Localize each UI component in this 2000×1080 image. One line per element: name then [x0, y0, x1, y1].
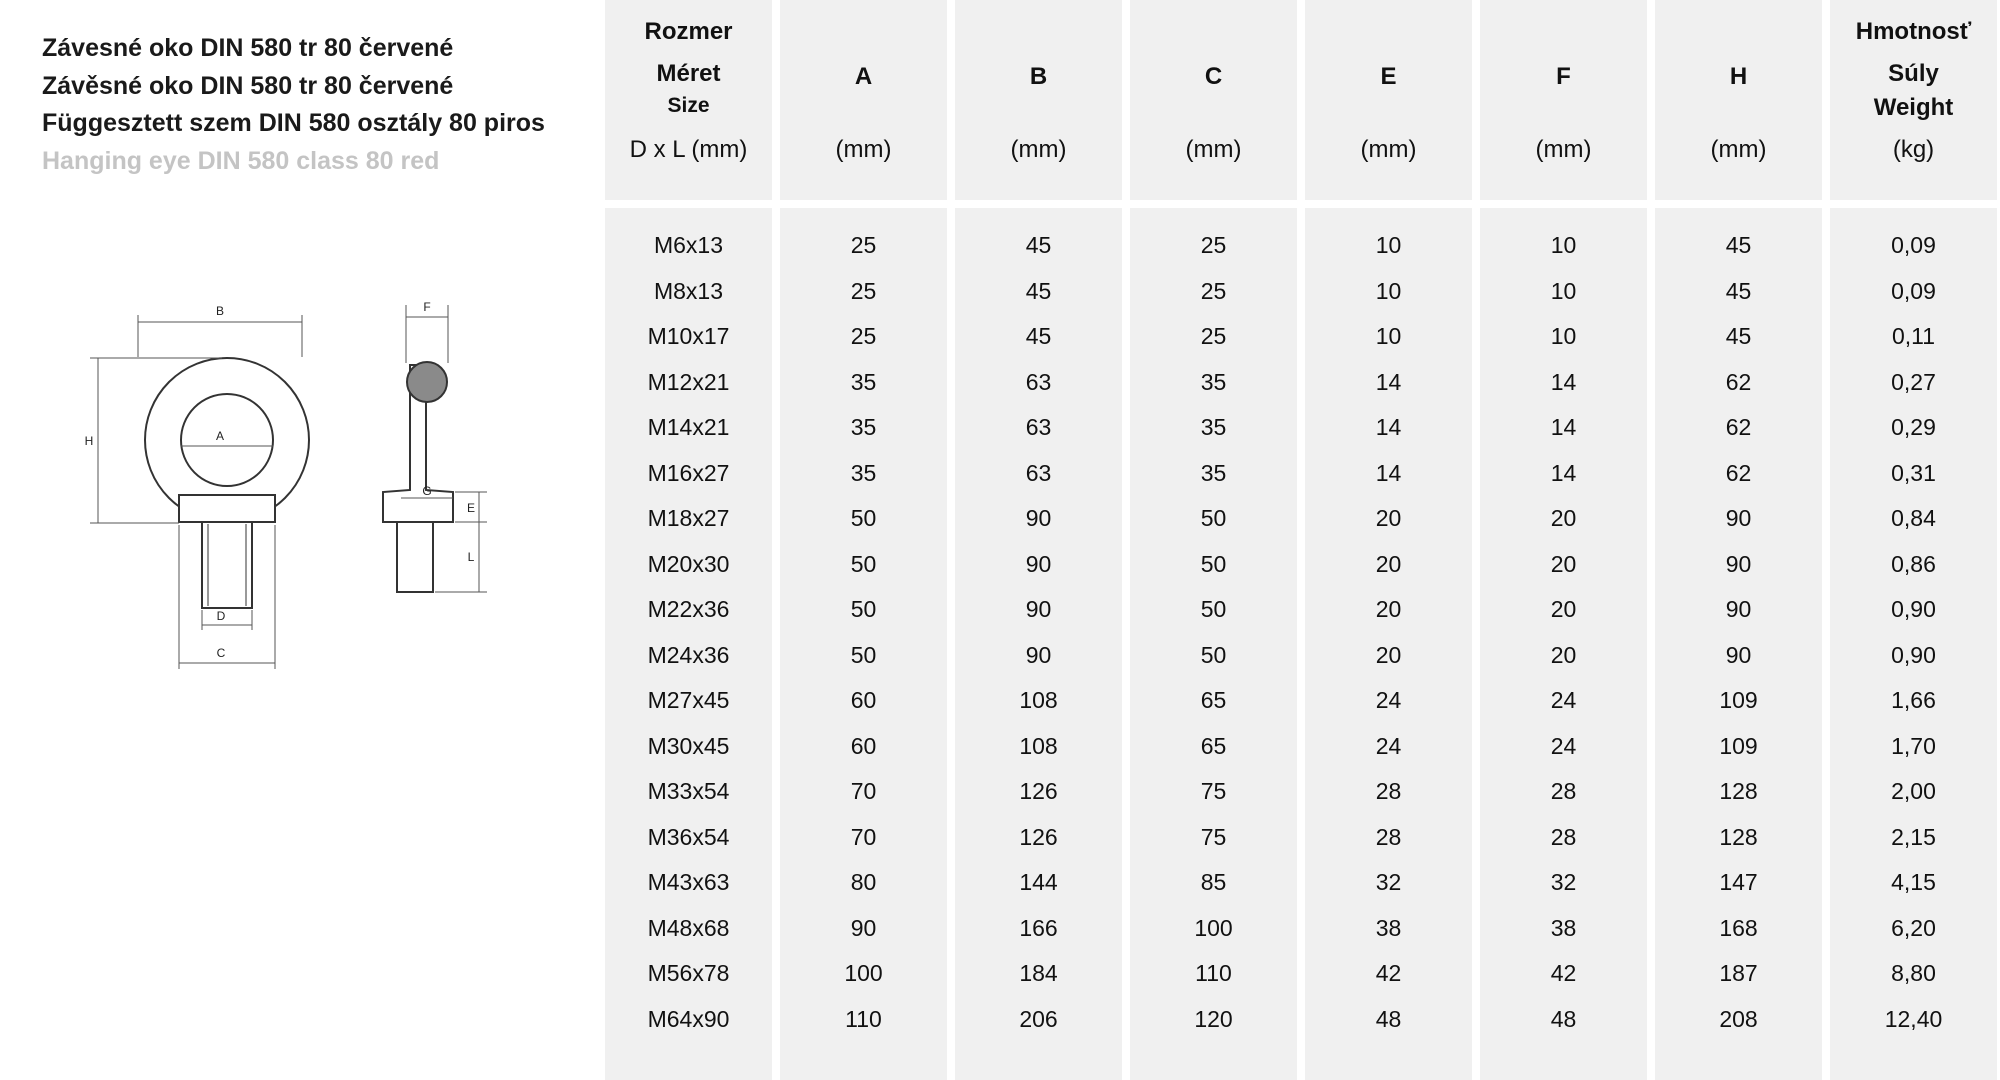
column-body: [1305, 208, 1472, 1080]
table-cell: 90: [1725, 641, 1752, 668]
eye-bolt-drawing: [75, 295, 555, 685]
table-cell: 45: [1725, 277, 1752, 304]
table-cell: 28: [1375, 778, 1402, 804]
table-column-weight: [1830, 0, 1997, 1080]
table-cell: 20: [1550, 550, 1577, 577]
header-line: B: [1029, 63, 1048, 90]
header-line: Rozmer: [644, 18, 733, 45]
table-cell: 10: [1550, 277, 1577, 304]
table-cell: 14: [1550, 414, 1577, 440]
header-line: C: [1204, 63, 1223, 90]
table-cell: 4,15: [1891, 869, 1936, 895]
table-cell: 62: [1725, 459, 1752, 486]
table-cell: 25: [1200, 323, 1227, 349]
ring-inner: [181, 394, 273, 486]
label-f: F: [423, 300, 431, 314]
table-cell: 50: [850, 505, 877, 531]
table-cell: 32: [1375, 869, 1402, 895]
table-column-H: [1655, 0, 1822, 1080]
table-cell: 0,29: [1891, 414, 1936, 440]
table-cell: 48: [1375, 1005, 1402, 1032]
title-english: Hanging eye DIN 580 class 80 red: [42, 146, 440, 175]
table-cell: 25: [850, 323, 877, 349]
header-line: F: [1556, 63, 1571, 90]
header-line: (mm): [1535, 136, 1592, 163]
thread-front: [202, 522, 252, 608]
table-column-F: [1480, 0, 1647, 1080]
table-cell: 50: [850, 641, 877, 668]
table-cell: 2,15: [1891, 823, 1936, 850]
table-cell: 42: [1550, 960, 1577, 986]
table-cell: 0,90: [1891, 641, 1936, 668]
column-body: [1480, 208, 1647, 1080]
column-body: [955, 208, 1122, 1080]
table-cell: 90: [1725, 596, 1752, 622]
table-cell: 110: [1195, 960, 1232, 986]
table-cell: 168: [1719, 914, 1758, 941]
header-line: A: [854, 63, 873, 90]
table-cell: 184: [1019, 960, 1058, 986]
table-cell: M27x45: [647, 687, 730, 713]
label-l: L: [467, 550, 475, 564]
title-hungarian: Függesztett szem DIN 580 osztály 80 piros: [42, 109, 545, 137]
table-column-A: [780, 0, 947, 1080]
table-column-E: [1305, 0, 1472, 1080]
table-cell: M56x78: [647, 960, 730, 986]
table-cell: 45: [1025, 323, 1052, 349]
table-cell: 166: [1019, 914, 1058, 941]
table-cell: 109: [1719, 732, 1758, 759]
table-cell: 108: [1019, 732, 1058, 759]
table-cell: 63: [1025, 368, 1052, 395]
table-cell: 63: [1025, 414, 1052, 440]
table-cell: 0,90: [1891, 596, 1936, 622]
table-cell: M18x27: [647, 505, 730, 531]
table-cell: 70: [850, 778, 877, 804]
table-cell: 20: [1550, 505, 1577, 531]
header-line: (mm): [1360, 136, 1417, 163]
table-cell: 208: [1719, 1005, 1758, 1032]
table-cell: 8,80: [1891, 960, 1936, 986]
eye-bolt-svg: [75, 295, 555, 685]
label-g: G: [422, 484, 432, 498]
table-cell: 24: [1550, 687, 1577, 713]
column-body: [605, 208, 772, 1080]
table-cell: 90: [1725, 550, 1752, 577]
table-cell: 20: [1375, 641, 1402, 668]
header-line: H: [1729, 63, 1748, 90]
column-header: [1830, 0, 1997, 200]
table-cell: 0,27: [1891, 368, 1936, 395]
table-cell: 75: [1200, 778, 1227, 804]
table-cell: 90: [1025, 596, 1052, 622]
table-cell: 65: [1200, 687, 1227, 713]
table-cell: 206: [1019, 1005, 1058, 1032]
thread-side: [397, 522, 433, 592]
table-cell: M14x21: [647, 414, 730, 440]
header-line: (mm): [1010, 136, 1067, 163]
table-cell: 14: [1375, 459, 1402, 486]
table-cell: 20: [1550, 596, 1577, 622]
table-cell: 65: [1200, 732, 1227, 759]
table-cell: 25: [1200, 277, 1227, 304]
table-column-B: [955, 0, 1122, 1080]
header-line: Size: [667, 94, 710, 117]
table-cell: 0,09: [1891, 277, 1936, 304]
table-cell: 126: [1019, 778, 1058, 804]
product-titles: [42, 30, 545, 180]
table-cell: M6x13: [653, 232, 724, 258]
column-header: [605, 0, 772, 200]
table-cell: 38: [1375, 914, 1402, 941]
table-cell: 48: [1550, 1005, 1577, 1032]
table-cell: 80: [850, 869, 877, 895]
table-cell: 10: [1375, 232, 1402, 258]
table-cell: 24: [1375, 732, 1402, 759]
table-cell: M22x36: [647, 596, 730, 622]
column-body: [780, 208, 947, 1080]
table-cell: 10: [1550, 232, 1577, 258]
table-cell: 85: [1200, 869, 1227, 895]
table-cell: 38: [1550, 914, 1577, 941]
table-cell: 90: [1025, 550, 1052, 577]
column-body: [1130, 208, 1297, 1080]
table-cell: 20: [1375, 505, 1402, 531]
table-cell: 50: [1200, 641, 1227, 668]
table-cell: M20x30: [647, 550, 730, 577]
table-cell: 35: [850, 368, 877, 395]
table-cell: 128: [1719, 823, 1758, 850]
table-cell: 75: [1200, 823, 1227, 850]
table-cell: 0,09: [1891, 232, 1936, 258]
table-cell: 28: [1550, 823, 1577, 850]
column-body: [1830, 208, 1997, 1080]
table-column-C: [1130, 0, 1297, 1080]
title-czech: Závěsné oko DIN 580 tr 80 červené: [42, 71, 454, 100]
label-d: D: [216, 609, 226, 623]
table-cell: 90: [1725, 505, 1752, 531]
table-cell: 35: [850, 459, 877, 486]
table-cell: 14: [1550, 459, 1577, 486]
table-cell: 35: [1200, 414, 1227, 440]
table-cell: 108: [1019, 687, 1058, 713]
table-cell: 63: [1025, 459, 1052, 486]
table-cell: 20: [1375, 596, 1402, 622]
table-cell: 0,11: [1891, 323, 1936, 349]
table-cell: 20: [1550, 641, 1577, 668]
table-cell: M16x27: [647, 459, 730, 486]
table-cell: 70: [850, 823, 877, 850]
table-cell: 35: [1200, 368, 1227, 395]
table-cell: 25: [1200, 232, 1227, 258]
table-column-size: [605, 0, 772, 1080]
table-cell: 45: [1025, 232, 1052, 258]
table-cell: M64x90: [647, 1005, 730, 1032]
table-cell: M12x21: [647, 368, 730, 395]
column-body: [1655, 208, 1822, 1080]
table-cell: 2,00: [1891, 778, 1936, 804]
label-a: A: [215, 429, 225, 443]
table-cell: M33x54: [647, 778, 730, 804]
label-c: C: [216, 646, 226, 660]
table-cell: 42: [1375, 960, 1402, 986]
column-header: [955, 0, 1122, 200]
table-cell: 45: [1725, 323, 1752, 349]
collar: [179, 495, 275, 522]
header-line: (mm): [1185, 136, 1242, 163]
table-cell: 50: [1200, 505, 1227, 531]
dimension-table: [605, 0, 2000, 1080]
table-cell: 147: [1719, 869, 1758, 895]
table-cell: 128: [1719, 778, 1758, 804]
table-cell: 1,70: [1891, 732, 1936, 759]
table-cell: 0,86: [1891, 550, 1936, 577]
table-cell: 35: [850, 414, 877, 440]
table-cell: 20: [1375, 550, 1402, 577]
table-cell: 45: [1725, 232, 1752, 258]
table-cell: 187: [1719, 960, 1758, 986]
table-cell: 28: [1550, 778, 1577, 804]
title-slovak: Závesné oko DIN 580 tr 80 červené: [42, 34, 454, 62]
table-cell: 50: [850, 550, 877, 577]
table-cell: 28: [1375, 823, 1402, 850]
table-cell: 100: [1194, 914, 1233, 941]
header-line: Hmotnosť: [1855, 18, 1972, 45]
table-cell: 0,84: [1891, 505, 1936, 531]
header-line: (mm): [1710, 136, 1767, 163]
table-cell: 14: [1550, 368, 1577, 395]
table-cell: 90: [850, 914, 877, 941]
column-header: [1305, 0, 1472, 200]
column-header: [1130, 0, 1297, 200]
table-cell: 14: [1375, 414, 1402, 440]
table-cell: 14: [1375, 368, 1402, 395]
table-cell: 24: [1375, 687, 1402, 713]
table-cell: 10: [1550, 323, 1577, 349]
table-cell: 110: [845, 1005, 882, 1032]
table-cell: 90: [1025, 641, 1052, 668]
header-line: Weight: [1873, 94, 1954, 121]
header-line: (kg): [1892, 136, 1935, 163]
table-cell: M30x45: [647, 732, 730, 759]
table-cell: 50: [850, 596, 877, 622]
table-cell: 45: [1025, 277, 1052, 304]
table-cell: M36x54: [647, 823, 730, 850]
table-cell: 35: [1200, 459, 1227, 486]
table-cell: 60: [850, 687, 877, 713]
table-cell: M24x36: [647, 641, 730, 668]
table-cell: 24: [1550, 732, 1577, 759]
label-b: B: [215, 304, 225, 318]
table-cell: M10x17: [647, 323, 730, 349]
label-h: H: [84, 434, 94, 448]
table-cell: 12,40: [1884, 1005, 1943, 1032]
table-cell: 126: [1019, 823, 1058, 850]
table-cell: 62: [1725, 368, 1752, 395]
table-cell: 144: [1019, 869, 1058, 895]
table-cell: 120: [1194, 1005, 1233, 1032]
header-line: Súly: [1888, 60, 1939, 87]
table-cell: 25: [850, 232, 877, 258]
table-cell: 10: [1375, 277, 1402, 304]
table-cell: M8x13: [653, 277, 724, 304]
table-cell: 109: [1719, 687, 1758, 713]
table-cell: 32: [1550, 869, 1577, 895]
table-cell: 50: [1200, 550, 1227, 577]
table-cell: 62: [1725, 414, 1752, 440]
table-cell: M43x63: [647, 869, 730, 895]
table-cell: 25: [850, 277, 877, 304]
table-cell: 1,66: [1891, 687, 1936, 713]
header-line: (mm): [835, 136, 892, 163]
table-cell: 100: [844, 960, 883, 986]
header-line: Méret: [656, 60, 721, 87]
table-cell: 60: [850, 732, 877, 759]
table-cell: M48x68: [647, 914, 730, 941]
table-cell: 90: [1025, 505, 1052, 531]
column-header: [1655, 0, 1822, 200]
table-cell: 0,31: [1891, 459, 1936, 486]
table-cell: 10: [1375, 323, 1402, 349]
header-line: D x L (mm): [629, 136, 748, 163]
table-cell: 50: [1200, 596, 1227, 622]
column-header: [780, 0, 947, 200]
section-circle: [407, 362, 447, 402]
table-cell: 6,20: [1891, 914, 1936, 941]
label-e: E: [466, 501, 476, 515]
header-line: E: [1380, 63, 1397, 90]
column-header: [1480, 0, 1647, 200]
